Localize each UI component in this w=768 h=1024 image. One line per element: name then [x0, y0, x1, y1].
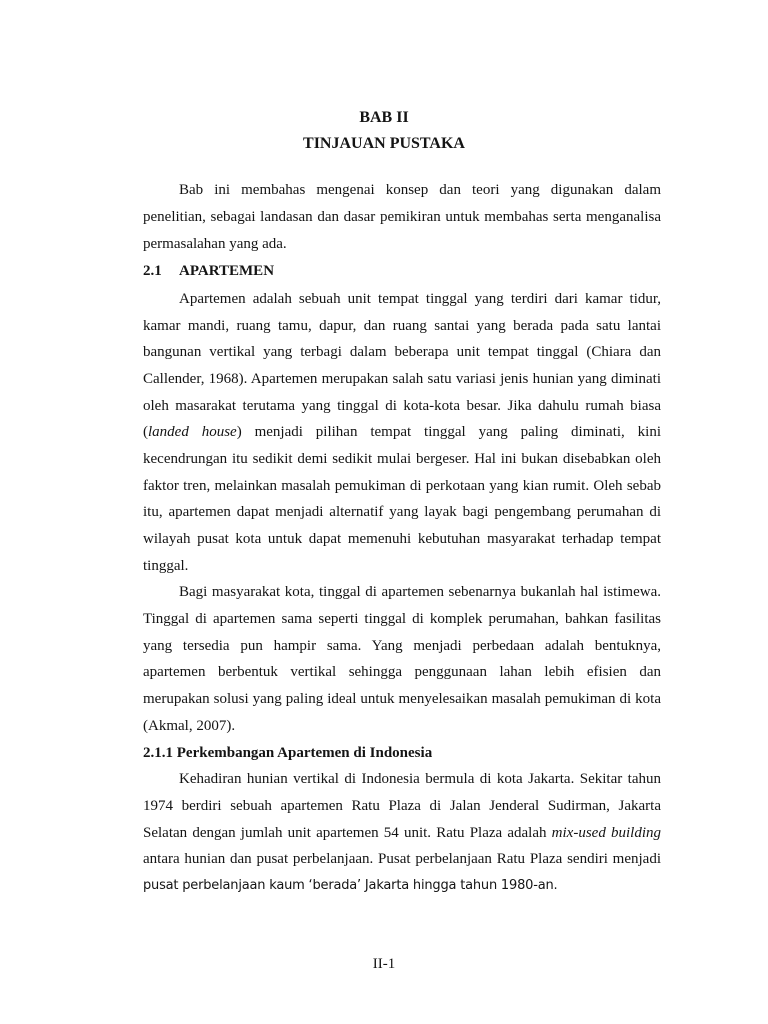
- para1-line-10: wilayah pusat kota untuk dapat memenuhi kebutuhan masyarakat terhadap tempat: [143, 531, 661, 547]
- para1-line-1: Apartemen adalah sebuah unit tempat tinggal yang terdiri dari kamar tidur,: [179, 291, 661, 307]
- section-heading-2-1-1: [143, 743, 661, 763]
- para1-line-8: faktor tren, melainkan masalah pemukiman di perkotaan yang kian rumit. Oleh sebab: [143, 478, 661, 494]
- paren-open: (: [143, 424, 148, 440]
- italic-term-mix-used-building: mix-used building: [551, 825, 661, 841]
- section-heading-2-1: [143, 261, 661, 281]
- sub-para-line-3: [143, 823, 661, 843]
- para1-line-4: Callender, 1968). Apartemen merupakan salah satu variasi jenis hunian yang diminati: [143, 371, 661, 387]
- chapter-label: BAB II: [359, 109, 409, 126]
- page-number: II-1: [372, 956, 396, 972]
- para2-line-3: yang tersedia pun hampir sama. Yang menjadi perbedaan adalah bentuknya,: [143, 638, 661, 654]
- para2-line-1: Bagi masyarakat kota, tinggal di apartemen sebenarnya bukanlah hal istimewa.: [179, 584, 661, 600]
- para1-line-6-rest: ) menjadi pilihan tempat tinggal yang paling diminati, kini: [236, 424, 661, 440]
- sub-para-line-1: Kehadiran hunian vertikal di Indonesia bermula di kota Jakarta. Sekitar tahun: [179, 771, 661, 787]
- italic-term-landed-house: landed house: [148, 424, 237, 440]
- sub-para-line-2: 1974 berdiri sebuah apartemen Ratu Plaza di Jalan Jenderal Sudirman, Jakarta: [143, 798, 661, 814]
- sub-para-line-4: antara hunian dan pusat perbelanjaan. Pusat perbelanjaan Ratu Plaza sendiri menjadi: [143, 851, 661, 867]
- para1-line-7: kecendrungan itu sedikit demi sedikit mulai bergeser. Hal ini bukan disebabkan oleh: [143, 451, 661, 467]
- para1-line-3: bangunan vertikal yang terbagi dalam beberapa unit tempat tinggal (Chiara dan: [143, 344, 661, 360]
- para2-line-4: apartemen berbentuk vertikal sehingga penggunaan lahan lebih efisien dan: [143, 664, 661, 680]
- chapter-title: TINJAUAN PUSTAKA: [303, 135, 465, 152]
- sub-para-line-5: pusat perbelanjaan kaum ‘berada’ Jakarta hingga tahun 1980-an.: [143, 878, 558, 893]
- intro-line-3: permasalahan yang ada.: [143, 236, 287, 252]
- intro-line-2: penelitian, sebagai landasan dan dasar pemikiran untuk membahas serta menganalisa: [143, 209, 661, 225]
- para1-line-9: itu, apartemen dapat menjadi alternatif yang layak bagi pengembang perumahan di: [143, 504, 661, 520]
- para1-line-5: oleh masarakat terutama yang tinggal di kota-kota besar. Jika dahulu rumah biasa: [143, 398, 661, 414]
- section-title: APARTEMEN: [179, 263, 275, 279]
- subsection-number: 2.1.1: [143, 745, 173, 761]
- para1-line-11: tinggal.: [143, 558, 189, 574]
- para1-line-6: [143, 422, 661, 442]
- para1-line-2: kamar mandi, ruang tamu, dapur, dan ruang santai yang berada pada satu lantai: [143, 318, 661, 334]
- para2-line-6: (Akmal, 2007).: [143, 718, 236, 734]
- para2-line-2: Tinggal di apartemen sama seperti tinggal di komplek perumahan, bahkan fasilitas: [143, 611, 661, 627]
- intro-line-1: Bab ini membahas mengenai konsep dan teori yang digunakan dalam: [179, 182, 661, 198]
- subsection-title: Perkembangan Apartemen di Indonesia: [176, 745, 433, 761]
- para2-line-5: merupakan solusi yang paling ideal untuk menyelesaikan masalah pemukiman di kota: [143, 691, 661, 707]
- sub-para-line-3-text: Selatan dengan jumlah unit apartemen 54 unit. Ratu Plaza adalah: [143, 825, 552, 841]
- section-number: 2.1: [143, 263, 162, 279]
